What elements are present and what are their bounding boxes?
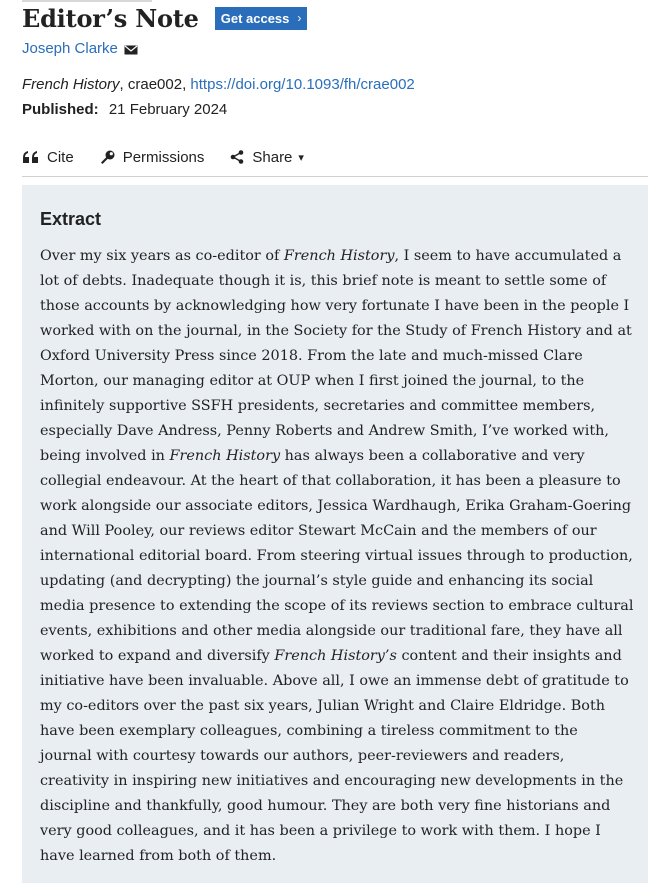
extract-text-part: Over my six years as co-editor of [40,248,284,264]
title-row [22,4,307,33]
author-row [22,40,138,57]
published-date: 21 February 2024 [108,101,228,118]
citation-line [22,76,415,93]
extract-journal-ref: French History’s [274,648,397,664]
extract-panel [22,185,648,883]
published-label: Published: [22,101,99,118]
extract-text-part: has always been a collaborative and very collegial endeavour. At the heart of that collaboration, it has been a pleasure to work alongside our associate editors, Jessica Wardhaugh, Erika Graham-Goering and Will Pooley, our reviews editor Stewart McCain and the members of our international editorial board. From steering virtual issues through to production, updating (and decrypting) the journal’s style guide and enhancing its social media presence to extending the scope of its reviews section to embrace cultural events, exhibitions and other media alongside our traditional fare, they have all worked to expand and diversify [40,448,634,664]
cite-label: Cite [47,148,74,166]
extract-journal-ref: French History [283,248,395,264]
permissions-label: Permissions [122,148,205,166]
article-title: Editor’s Note [22,4,199,33]
get-access-button[interactable] [215,7,308,30]
share-button[interactable] [230,147,304,167]
envelope-icon[interactable] [124,43,138,55]
quote-icon [22,150,39,164]
chevron-right-icon: › [297,11,302,25]
article-id: , crae002, [119,76,191,93]
get-access-label: Get access [220,11,290,26]
extract-text [40,244,634,869]
top-divider [22,0,152,2]
article-toolbar [22,147,648,177]
extract-heading: Extract [40,209,102,229]
chevron-down-icon: ▾ [298,151,304,164]
extract-journal-ref: French History [169,448,281,464]
share-label: Share [252,148,293,166]
cite-button[interactable] [22,147,74,167]
share-icon [230,150,244,164]
published-line [22,101,227,118]
extract-text-part: , I seem to have accumulated a lot of debts. Inadequate though it is, this brief note is meant to settle some of those accounts by acknowledging how very fortunate I have been in the people I worked with on the journal, in the Society for the Study of French History and at Oxford University Press since 2018. From the late and much-missed Clare Morton, our managing editor at OUP when I first joined the journal, to the infinitely supportive SSFH presidents, secretaries and committee members, especially Dave Andress, Penny Roberts and Andrew Smith, I’ve worked with, being involved in [40,248,632,464]
author-link[interactable]: Joseph Clarke [22,40,118,57]
permissions-button[interactable] [100,147,205,167]
journal-name: French History [22,76,120,93]
extract-text-part: content and their insights and initiative have been invaluable. Above all, I owe an immense debt of gratitude to my co-editors over the past six years, Julian Wright and Claire Eldridge. Both have been exemplary colleagues, combining a tireless commitment to the journal with courtesy towards our authors, peer-reviewers and readers, creativity in inspiring new initiatives and encouraging new developments in the discipline and thankfully, good humour. They are both very fine historians and very good colleagues, and it has been a privilege to work with them. I hope I have learned from both of them. [40,648,629,864]
wrench-icon [100,150,115,165]
doi-link[interactable]: https://doi.org/10.1093/fh/crae002 [190,76,415,93]
